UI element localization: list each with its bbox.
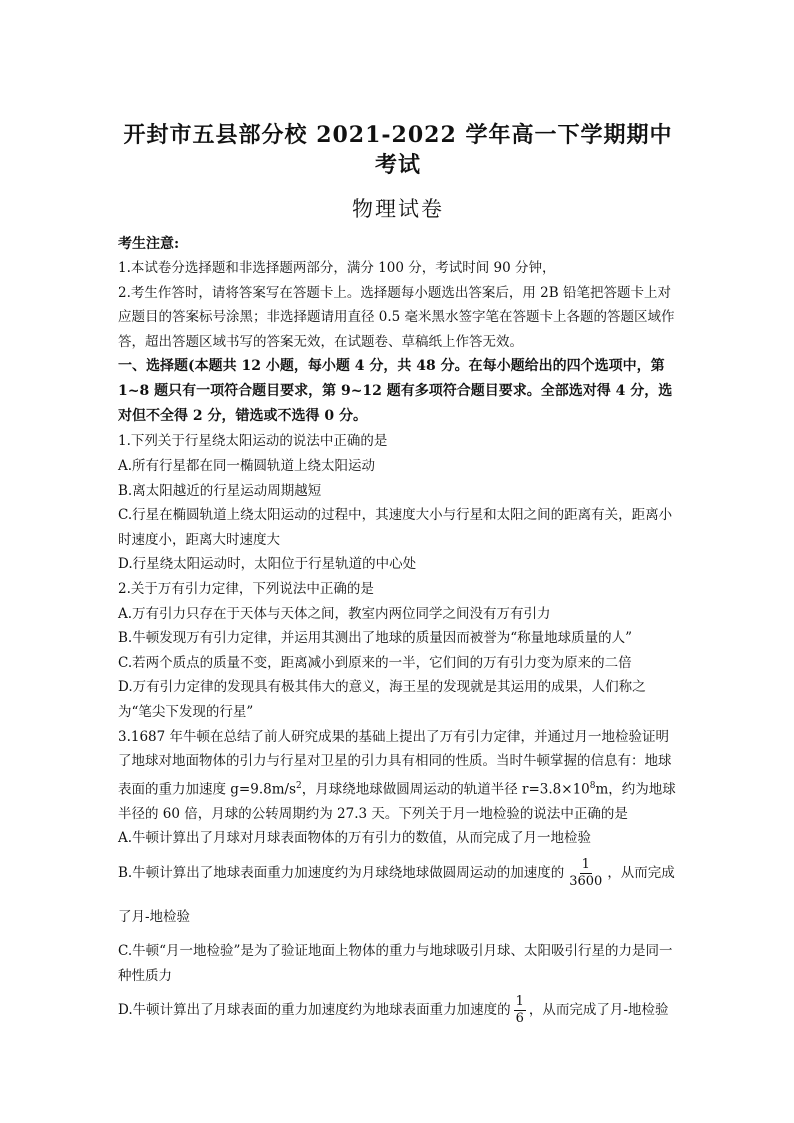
notice-item-2: 2.考生作答时，请将答案写在答题卡上。选择题每小题选出答案后，用 2B 铅笔把答题卡上对应题目的答案标号涂黑；非选择题请用直径 0.5 毫米黑水签字笔在答题卡上各题的答题区域作答，超出答题区域书写的答案无效，在试题卷、草稿纸上作答无效。 — [118, 284, 675, 350]
section-1-heading: 一、选择题(本题共 12 小题，每小题 4 分，共 48 分。在每小题给出的四个选项中，第 1~8 题只有一项符合题目要求，第 9~12 题有多项符合题目要求。全部选对得 4 分，选对但不全得 2 分，错选或不选得 0 分。 — [118, 358, 673, 425]
q2-option-d: D.万有引力定律的发现具有极其伟大的意义，海王星的发现就是其运用的成果，人们称之为“笔尖下发现的行星” — [118, 679, 646, 720]
q1-option-c: C.行星在椭圆轨道上绕太阳运动的过程中，其速度大小与行星和太阳之间的距离有关，距离小时速度小，距离大时速度大 — [118, 507, 673, 548]
q3-stem-part-b: ，月球绕地球做圆周运动的轨道半径 r=3.8×10 — [301, 781, 590, 798]
q2-stem: 2.关于万有引力定律，下列说法中正确的是 — [118, 580, 374, 597]
q3-option-d-tail: ，从而完成了月-地检验 — [528, 1002, 669, 1019]
q3-option-b — [118, 851, 678, 939]
q3-stem-part-a: 3.1687 年牛顿在总结了前人研究成果的基础上提出了万有引力定律，并通过月一地检验证明了地球对地面物体的引力与行星对卫星的引力具有相同的性质。当时牛顿掌握的信息有：地球表面的重力加速度 g=9.8m/s — [118, 728, 672, 798]
exam-subtitle: 物理试卷 — [352, 197, 444, 221]
fraction-numerator: 1 — [515, 994, 524, 1010]
q3-exponent-2: 8 — [589, 780, 596, 791]
q3-option-b-text: B.牛顿计算出了地球表面重力加速度约为月球绕地球做圆周运动的加速度的 — [118, 864, 565, 881]
notice-heading: 考生注意: — [118, 236, 180, 252]
notice-item-1: 1.本试卷分选择题和非选择题两部分，满分 100 分，考试时间 90 分钟， — [118, 260, 556, 276]
q1-stem: 1.下列关于行星绕太阳运动的说法中正确的是 — [118, 433, 388, 450]
q3-exponent-1: 2 — [296, 780, 302, 791]
q3-option-a: A.牛顿计算出了月球对月球表面物体的万有引力的数值，从而完成了月一地检验 — [118, 830, 592, 847]
q1-option-d: D.行星绕太阳运动时，太阳位于行星轨道的中心处 — [118, 556, 417, 573]
q2-option-b: B.牛顿发现万有引力定律，并运用其测出了地球的质量因而被誉为“称量地球质量的人” — [118, 630, 633, 647]
q2-option-a: A.万有引力只存在于天体与天体之间，教室内两位同学之间没有万有引力 — [118, 605, 551, 622]
fraction-denominator: 6 — [515, 1011, 524, 1027]
q3-stem-part-c: m，约为地球半径的 60 倍，月球的公转周期约为 27.3 天。下列关于月一地检验的说法中正确的是 — [118, 781, 676, 822]
q1-option-a: A.所有行星都在同一椭圆轨道上绕太阳运动 — [118, 457, 376, 474]
q3-option-d — [118, 988, 678, 1032]
q3-option-d-text: D.牛顿计算出了月球表面的重力加速度约为地球表面重力加速度的 — [118, 1002, 511, 1019]
fraction — [567, 857, 604, 890]
exam-title: 开封市五县部分校 2021-2022 学年高一下学期期中考试 — [123, 122, 673, 178]
q3-stem — [118, 725, 678, 827]
q3-option-c: C.牛顿“月一地检验”是为了验证地面上物体的重力与地球吸引月球、太阳吸引行星的力是同一种性质力 — [118, 942, 673, 984]
q2-option-c: C.若两个质点的质量不变，距离减小到原来的一半，它们间的万有引力变为原来的二倍 — [118, 654, 632, 671]
fraction — [514, 994, 526, 1027]
q1-option-b: B.离太阳越近的行星运动周期越短 — [118, 482, 322, 499]
fraction-denominator: 3600 — [569, 873, 603, 889]
exam-page — [118, 120, 678, 1032]
q3-option-b-tail: ，从而完成了月-地检验 — [118, 864, 675, 925]
fraction-numerator: 1 — [581, 856, 590, 872]
